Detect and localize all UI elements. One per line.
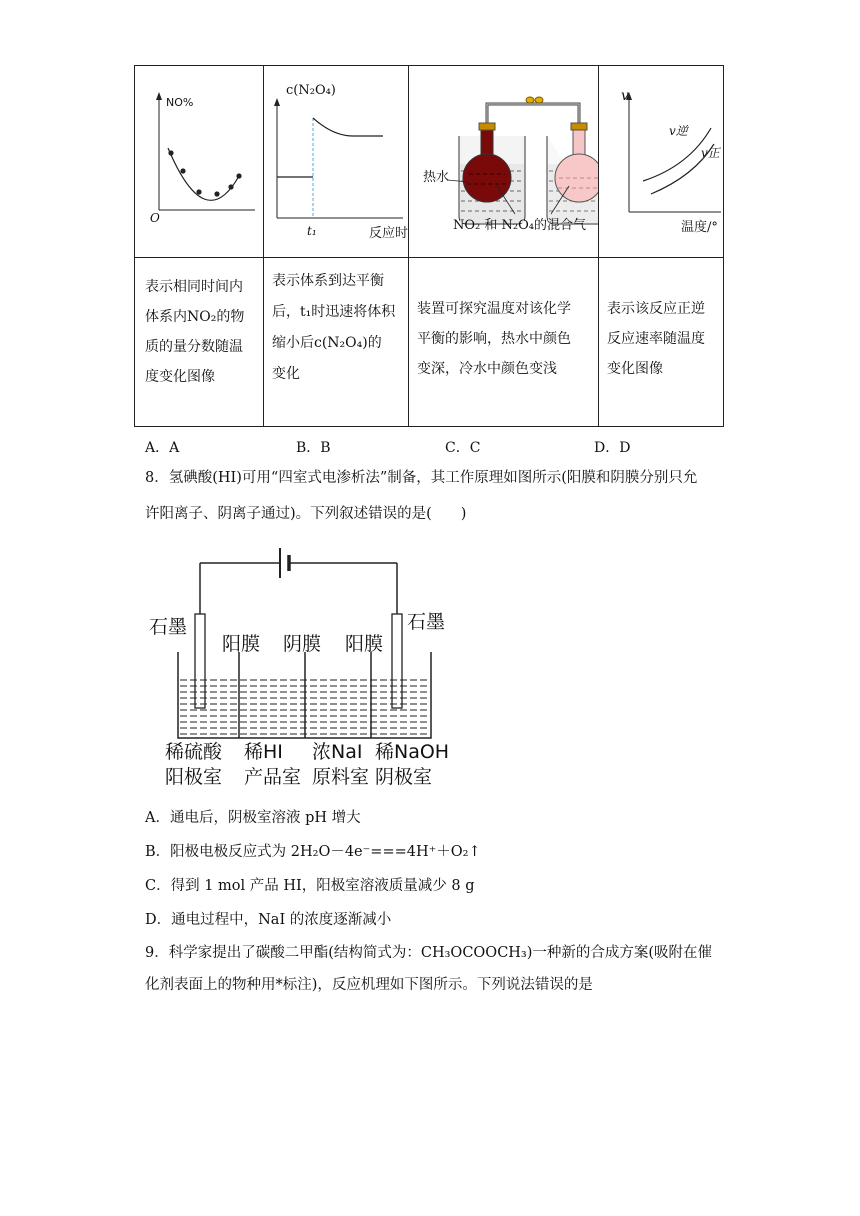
description-c [417,294,595,384]
graph-a-origin: O [150,211,160,225]
q8-stem-line2: 许阳离子、阴离子通过)。下列叙述错误的是( ) [145,506,467,522]
room-label-3: 原料室 [312,766,370,788]
description-a [145,272,260,392]
graph-a-ylabel: NO% [166,96,194,109]
description-line: 变深，冷水中颜色变浅 [417,361,557,377]
q8-option-a[interactable]: A．通电后，阴极室溶液 pH 增大 [145,810,361,826]
right-electrode-label: 石墨 [407,611,446,633]
q7-option-c[interactable]: C．C [445,440,481,456]
room-label-2: 产品室 [244,766,302,788]
graph-b-xlabel: 反应时 [369,226,408,241]
membrane-label-1: 阳膜 [222,633,261,655]
left-electrode-label: 石墨 [149,616,188,638]
hot-water-label: 热水 [423,170,450,185]
q9-stem-line1: 9．科学家提出了碳酸二甲酯(结构简式为：CH₃OCOOCH₃)一种新的合成方案(吸附在催 [145,945,713,961]
q7-option-d[interactable]: D．D [594,440,631,456]
description-line: 表示该反应正逆 [607,301,705,317]
graph-d-ylabel: v [621,88,629,104]
graph-d-xlabel: 温度/° [681,220,718,235]
q8-option-b[interactable]: B．阳极电极反应式为 2H₂O－4e⁻===4H⁺＋O₂↑ [145,844,481,860]
q8-stem-line1: 8．氢碘酸(HI)可用“四室式电渗析法”制备，其工作原理如图所示(阳膜和阴膜分别只允 [145,470,698,486]
mixture-label: NO₂ 和 N₂O₄的混合气 [453,218,586,233]
description-line: 变化 [272,366,300,382]
graph-b-tick: t₁ [307,224,317,238]
description-line: 变化图像 [607,361,663,377]
curve-reverse-label: v逆 [669,124,688,138]
curve-forward-label: v正 [701,146,720,160]
room-label-1: 阳极室 [165,766,223,788]
q7-option-a[interactable]: A．A [145,440,180,456]
graph-b-ylabel: c(N₂O₄) [286,83,336,98]
description-line: 平衡的影响，热水中颜色 [417,331,571,347]
description-b [272,266,406,390]
description-line: 表示体系到达平衡 [272,273,384,289]
description-line: 质的量分数随温 [145,339,243,355]
description-line: 度变化图像 [145,369,215,385]
solution-label-3: 浓NaI [312,741,363,763]
description-line: 装置可探究温度对该化学 [417,301,571,317]
description-line: 后，t₁时迅速将体积 [272,304,396,320]
solution-label-1: 稀硫酸 [165,741,223,763]
membrane-label-2: 阴膜 [283,633,322,655]
membrane-label-3: 阳膜 [345,633,384,655]
table-divider [135,257,723,258]
room-label-4: 阴极室 [375,766,433,788]
q9-stem-line2: 化剂表面上的物种用*标注)，反应机理如下图所示。下列说法错误的是 [145,977,593,993]
options-table [134,65,724,427]
description-line: 缩小后c(N₂O₄)的 [272,335,382,351]
q8-option-d[interactable]: D．通电过程中，NaI 的浓度逐渐减小 [145,912,392,928]
description-line: 表示相同时间内 [145,279,243,295]
solution-label-2: 稀HI [244,741,283,763]
description-d [607,294,722,384]
q7-option-b[interactable]: B．B [296,440,331,456]
no-percent-graph [135,66,263,257]
q8-option-c[interactable]: C．得到 1 mol 产品 HI，阳极室溶液质量减少 8 g [145,878,475,894]
description-line: 体系内NO₂的物 [145,309,245,325]
solution-label-4: 稀NaOH [375,741,450,763]
description-line: 反应速率随温度 [607,331,705,347]
